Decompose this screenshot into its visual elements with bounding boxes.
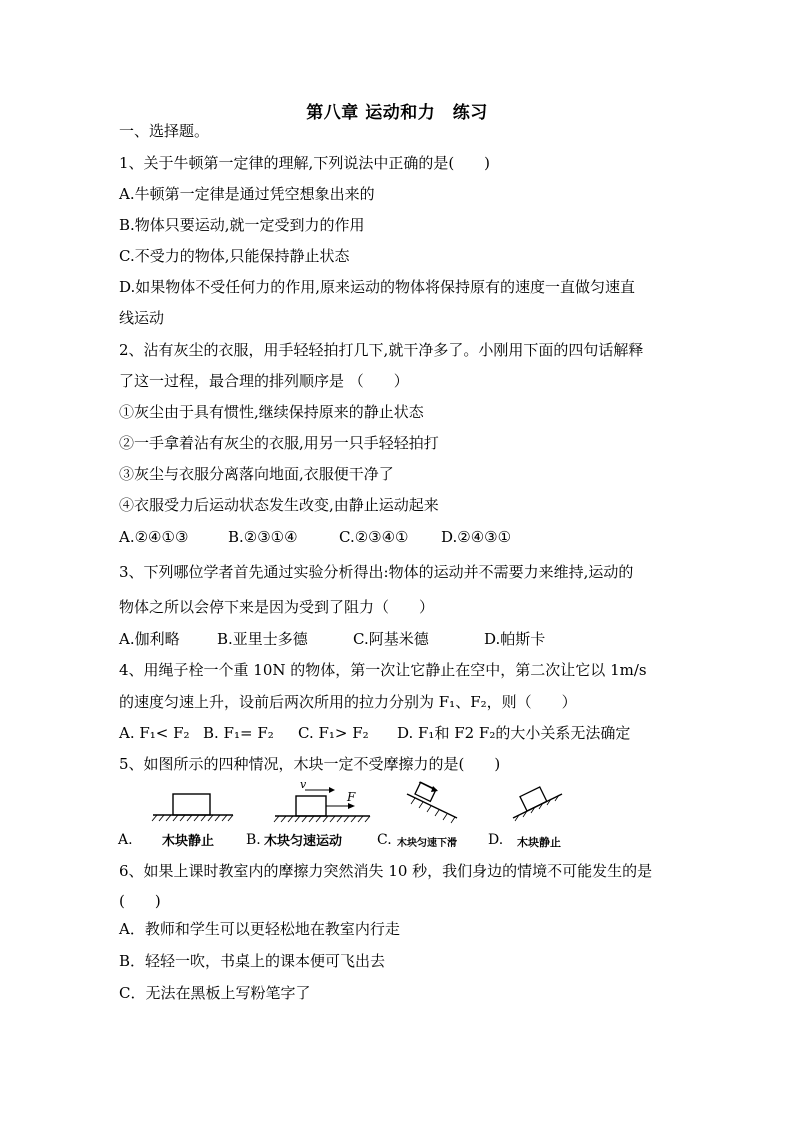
q3-option-b: B.亚里士多德 — [217, 630, 308, 648]
q2-stem-line2: 了这一过程，最合理的排列顺序是 （ ） — [119, 372, 409, 390]
q1-option-d-line2: 线运动 — [119, 309, 165, 327]
q6-stem-line2: ( ) — [119, 892, 161, 910]
q5-caption-d: 木块静止 — [517, 836, 561, 849]
q3-option-c: C.阿基米德 — [353, 630, 429, 648]
figure-a-block-at-rest — [152, 794, 233, 821]
q2-statement-3: ③灰尘与衣服分离落向地面,衣服便干净了 — [119, 465, 394, 483]
q1-stem: 1、关于牛顿第一定律的理解,下列说法中正确的是( ) — [119, 154, 491, 172]
force-label: F — [347, 790, 356, 804]
q2-statement-4: ④衣服受力后运动状态发生改变,由静止运动起来 — [119, 496, 439, 514]
q6-option-b: B．轻轻一吹，书桌上的课本便可飞出去 — [119, 952, 386, 970]
q3-options — [119, 629, 545, 649]
q5-caption-a: 木块静止 — [162, 834, 215, 849]
q6-stem-line1: 6、如果上课时教室内的摩擦力突然消失 10 秒，我们身边的情境不可能发生的是 — [119, 862, 653, 880]
page-title: 第八章 运动和力 练习 — [306, 103, 488, 123]
q5-caption-b: 木块匀速运动 — [264, 834, 343, 849]
figure-c-block-sliding-down — [407, 782, 457, 823]
q1-option-c: C.不受力的物体,只能保持静止状态 — [119, 247, 350, 265]
q5-label-c: C. — [377, 832, 392, 848]
q6-option-c: C．无法在黑板上写粉笔字了 — [119, 984, 311, 1002]
q5-label-d: D. — [488, 832, 504, 848]
q2-option-b: B.②③①④ — [228, 528, 298, 546]
q3-stem-line2: 物体之所以会停下来是因为受到了阻力（ ） — [119, 598, 435, 616]
figure-d-block-at-rest-incline — [513, 787, 562, 821]
q2-statement-2: ②一手拿着沾有灰尘的衣服,用另一只手轻轻拍打 — [119, 434, 439, 452]
q4-option-c: C. F₁> F₂ — [298, 724, 369, 742]
q2-option-d: D.②④③① — [441, 528, 512, 546]
q2-option-a: A.②④①③ — [119, 528, 189, 546]
q4-stem-line1: 4、用绳子栓一个重 10N 的物体，第一次让它静止在空中，第二次让它以 1m/s — [119, 661, 647, 679]
q3-option-d: D.帕斯卡 — [484, 630, 546, 648]
q1-option-d-line1: D.如果物体不受任何力的作用,原来运动的物体将保持原有的速度一直做匀速直 — [119, 278, 636, 296]
q5-caption-c: 木块匀速下滑 — [397, 838, 457, 849]
q5-label-a: A. — [118, 832, 133, 848]
figure-b-block-uniform-motion — [274, 787, 370, 822]
q4-option-b: B. F₁= F₂ — [203, 724, 274, 742]
q3-stem-line1: 3、下列哪位学者首先通过实验分析得出:物体的运动并不需要力来维持,运动的 — [119, 563, 634, 581]
q4-stem-line2: 的速度匀速上升，设前后两次所用的拉力分别为 F₁、F₂，则（ ） — [119, 693, 577, 711]
q1-option-a: A.牛顿第一定律是通过凭空想象出来的 — [119, 185, 375, 203]
q2-option-c: C.②③④① — [339, 528, 409, 546]
q2-options — [119, 527, 511, 547]
q5-stem: 5、如图所示的四种情况，木块一定不受摩擦力的是( ) — [119, 755, 501, 773]
q4-options — [119, 723, 630, 743]
q3-option-a: A.伽利略 — [119, 630, 180, 648]
q5-figures — [115, 780, 595, 855]
q5-diagrams — [115, 780, 595, 830]
velocity-label: v — [300, 778, 307, 791]
q2-stem-line1: 2、沾有灰尘的衣服，用手轻轻拍打几下,就干净多了。小刚用下面的四句话解释 — [119, 341, 644, 359]
q4-option-a: A. F₁< F₂ — [119, 724, 190, 742]
q5-label-b: B. — [246, 832, 261, 848]
q2-statement-1: ①灰尘由于具有惯性,继续保持原来的静止状态 — [119, 403, 424, 421]
q1-option-b: B.物体只要运动,就一定受到力的作用 — [119, 216, 365, 234]
section-heading: 一、选择题。 — [119, 122, 210, 140]
q4-option-d: D. F₁和 F2 F₂的大小关系无法确定 — [397, 724, 631, 742]
q6-option-a: A．教师和学生可以更轻松地在教室内行走 — [119, 920, 400, 938]
